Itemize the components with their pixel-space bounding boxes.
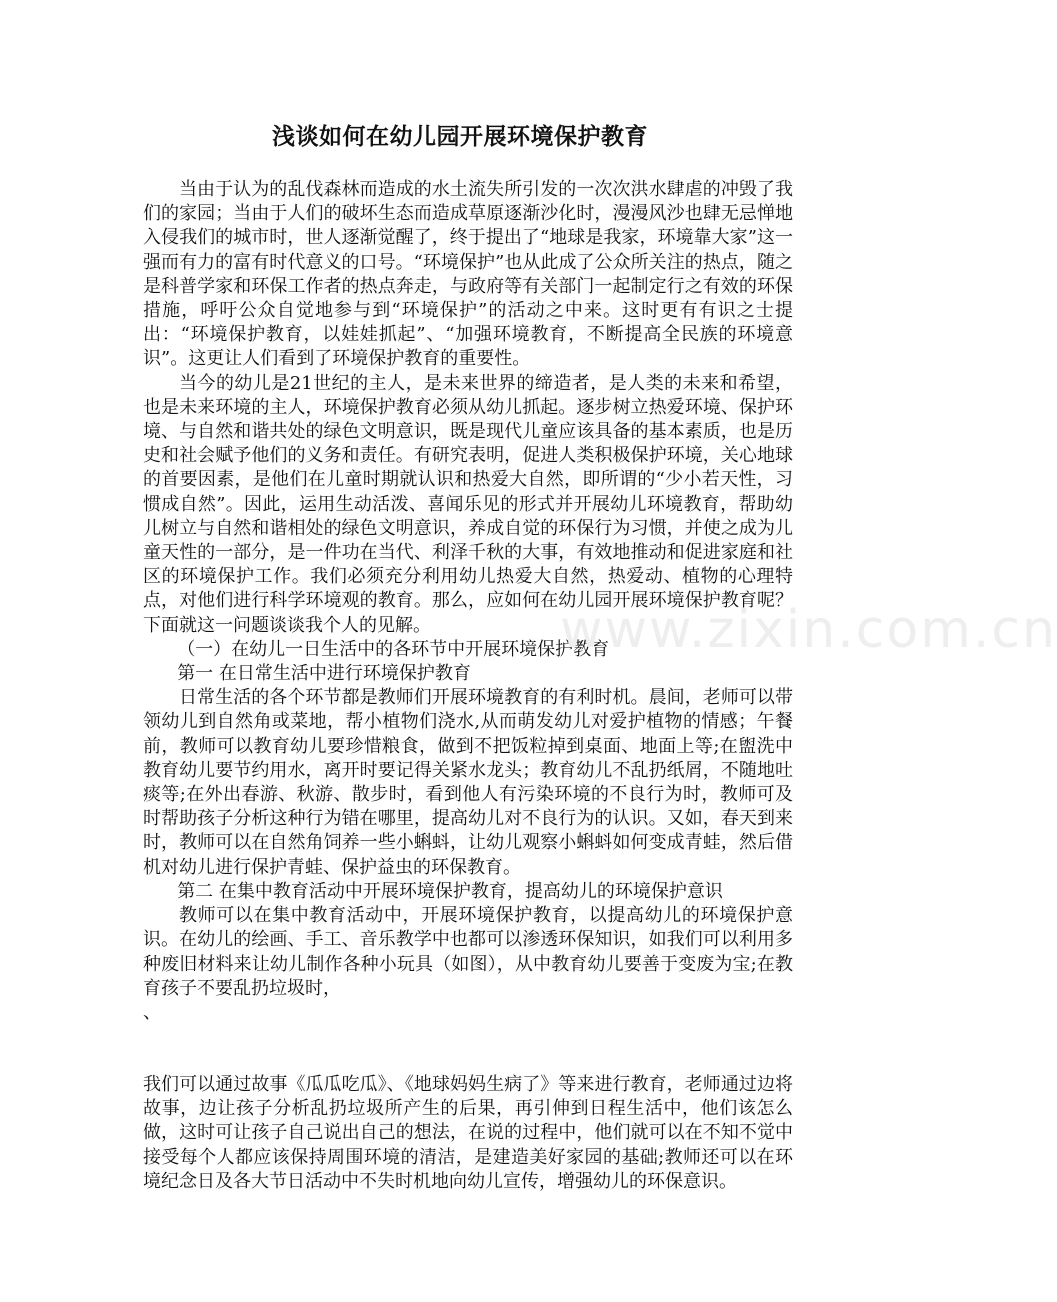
subsection-1-heading: 第一 在日常生活中进行环境保护教育 [177,663,471,685]
intro-paragraph-1: 当由于认为的乱伐森林而造成的水土流失所引发的一次次洪水肆虐的冲毁了我们的家园；当由于人们的破坏生态而造成草原逐渐沙化时，漫漫风沙也肆无忌惮地入侵我们的城市时，世人逐渐觉醒了，终于提出了“地球是我家，环境靠大家”这一强而有力的富有时代意义的口号。“环境保护”也从此成了公众所关注的热点，随之是科普学家和环保工作者的热点奔走，与政府等有关部门一起制定行之有效的环保措施，呼吁公众自觉地参与到“环境保护”的活动之中来。这时更有有识之士提出：“环境保护教育，以娃娃抓起”、“加强环境教育，不断提高全民族的环境意识”。这更让人们看到了环境保护教育的重要性。 [143,179,793,370]
closing-paragraph: 我们可以通过故事《瓜瓜吃瓜》、《地球妈妈生病了》等来进行教育，老师通过边将故事，边让孩子分析乱扔垃圾所产生的后果，再引伸到日程生活中，他们该怎么做，这时可让孩子自己说出自己的想法，在说的过程中，他们就可以在不知不觉中接受每个人都应该保持周围环境的清洁，是建造美好家园的基础;教师还可以在环境纪念日及各大节日活动中不失时机地向幼儿宣传，增强幼儿的环保意识。 [143,1073,793,1192]
watermark: www.zixin.com.cn [560,600,1057,660]
section-1-heading: （一）在幼儿一日生活中的各环节中开展环境保护教育 [177,638,610,660]
document-body [143,178,793,1194]
intro-paragraph-2: 当今的幼儿是21世纪的主人，是未来世界的缔造者，是人类的未来和希望，也是未来环境的主人，环境保护教育必须从幼儿抓起。逐步树立热爱环境、保护环境、与自然和谐共处的绿色文明意识，既是现代儿童应该具备的基本素质，也是历史和社会赋予他们的义务和责任。有研究表明，促进人类积极保护环境，关心地球的首要因素，是他们在儿童时期就认识和热爱大自然，即所谓的“少小若天性，习惯成自然”。因此，运用生动活泼、喜闻乐见的形式并开展幼儿环境教育，帮助幼儿树立与自然和谐相处的绿色文明意识，养成自觉的环保行为习惯，并使之成为儿童天性的一部分，是一件功在当代、利泽千秋的大事，有效地推动和促进家庭和社区的环境保护工作。我们必须充分利用幼儿热爱大自然，热爱动、植物的心理特点，对他们进行科学环境观的教育。那么，应如何在幼儿园开展环境保护教育呢？下面就这一问题谈谈我个人的见解。 [143,372,793,636]
subsection-2-text: 教师可以在集中教育活动中，开展环境保护教育，以提高幼儿的环境保护意识。在幼儿的绘画、手工、音乐教学中也都可以渗透环保知识，如我们可以利用多种废旧材料来让幼儿制作各种小玩具（如图），从中教育幼儿要善于变废为宝;在教育孩子不要乱扔垃圾时， [143,905,793,999]
stray-mark: 、 [143,1001,161,1023]
subsection-1-text: 日常生活的各个环节都是教师们开展环境教育的有利时机。晨间，老师可以带领幼儿到自然角或菜地，帮小植物们浇水,从而萌发幼儿对爱护植物的情感；午餐前，教师可以教育幼儿要珍惜粮食，做到不把饭粒掉到桌面、地面上等;在盥洗中教育幼儿要节约用水，离开时要记得关紧水龙头；教育幼儿不乱扔纸屑，不随地吐痰等;在外出春游、秋游、散步时，看到他人有污染环境的不良行为时，教师可及时帮助孩子分析这种行为错在哪里，提高幼儿对不良行为的认识。又如，春天到来时，教师可以在自然角饲养一些小蝌蚪，让幼儿观察小蝌蚪如何变成青蛙，然后借机对幼儿进行保护青蛙、保护益虫的环保教育。 [143,687,793,878]
document-title: 浅谈如何在幼儿园开展环境保护教育 [272,124,648,150]
subsection-2-heading: 第二 在集中教育活动中开展环境保护教育，提高幼儿的环境保护意识 [177,880,723,902]
